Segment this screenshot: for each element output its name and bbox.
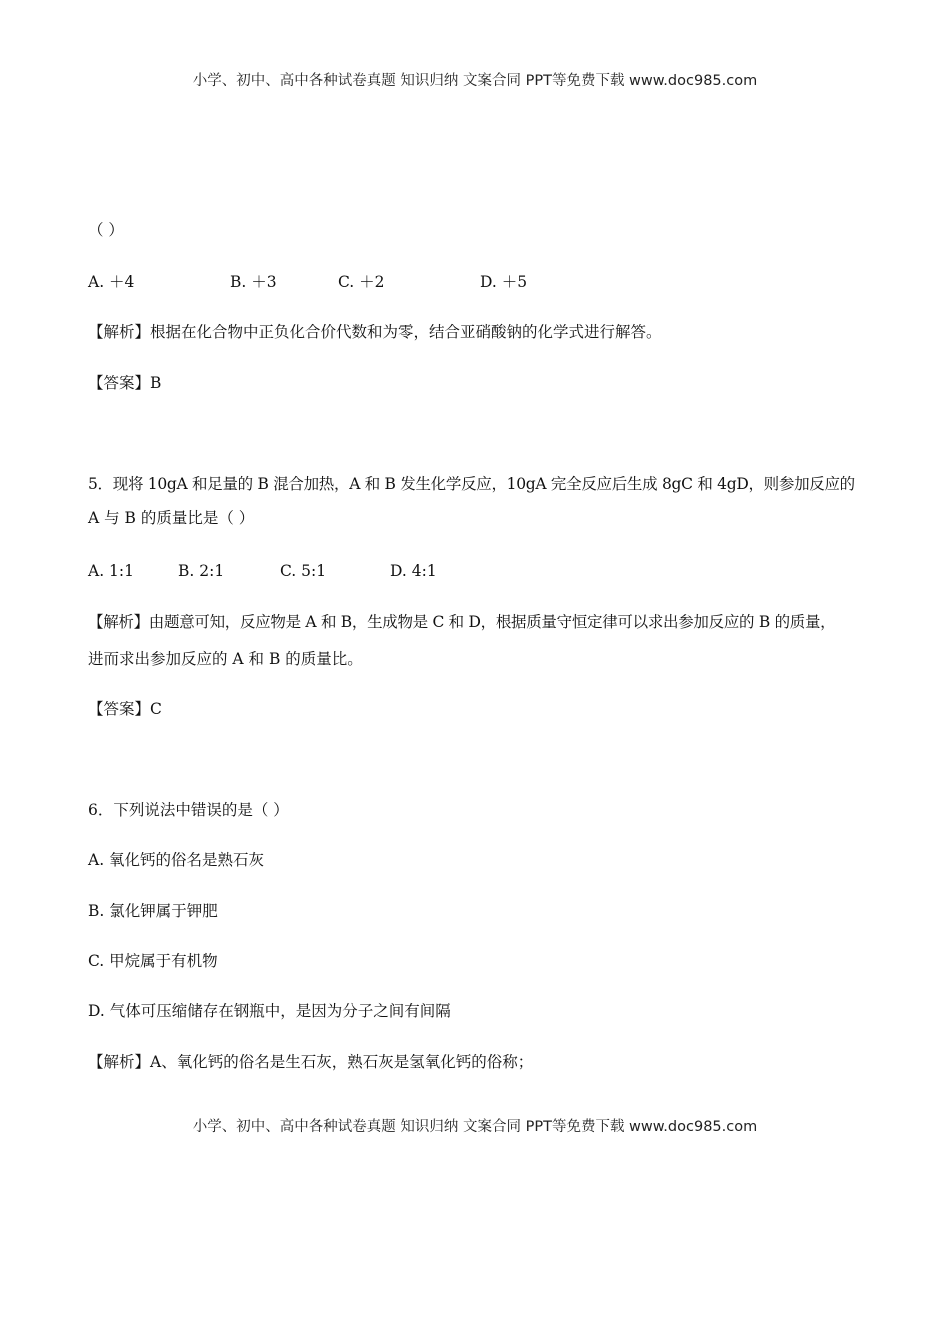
q5-option-a: A. 1:1 [88,562,134,580]
q4-options [88,272,527,292]
q4-answer: 【答案】B [88,374,162,392]
q4-stem-tail: （ ） [88,221,124,239]
q5-option-d: D. 4:1 [390,562,437,580]
page-footer: 小学、初中、高中各种试卷真题 知识归纳 文案合同 PPT等免费下载 www.doc985.com [192,1119,758,1135]
q5-stem-line1: 5．现将 10gA 和足量的 B 混合加热，A 和 B 发生化学反应，10gA 完全反应后生成 8gC 和 4gD，则参加反应的 [88,475,855,493]
q5-options [88,561,437,581]
q5-answer: 【答案】C [88,700,162,718]
q6-option-c: C. 甲烷属于有机物 [88,952,218,970]
q5-analysis-line1: 【解析】由题意可知，反应物是 A 和 B，生成物是 C 和 D，根据质量守恒定律可以求出参加反应的 B 的质量， [88,613,836,631]
q4-analysis: 【解析】根据在化合物中正负化合价代数和为零，结合亚硝酸钠的化学式进行解答。 [88,323,662,341]
q5-option-c: C. 5:1 [280,562,327,580]
q6-analysis: 【解析】A、氧化钙的俗名是生石灰，熟石灰是氢氧化钙的俗称； [88,1053,534,1071]
q6-option-a: A. 氧化钙的俗名是熟石灰 [88,851,265,869]
q4-option-d: D. ＋5 [480,273,528,291]
page-header: 小学、初中、高中各种试卷真题 知识归纳 文案合同 PPT等免费下载 www.doc985.com [192,73,758,89]
q4-option-a: A. ＋4 [88,273,135,291]
q6-option-b: B. 氯化钾属于钾肥 [88,902,218,920]
q5-option-b: B. 2:1 [178,562,225,580]
q5-analysis-line2: 进而求出参加反应的 A 和 B 的质量比。 [88,650,363,668]
q4-option-b: B. ＋3 [230,273,277,291]
q6-option-d: D. 气体可压缩储存在钢瓶中，是因为分子之间有间隔 [88,1002,451,1020]
q4-option-c: C. ＋2 [338,273,385,291]
q5-stem-line2: A 与 B 的质量比是（ ） [88,509,255,527]
q6-stem: 6．下列说法中错误的是（ ） [88,801,289,819]
